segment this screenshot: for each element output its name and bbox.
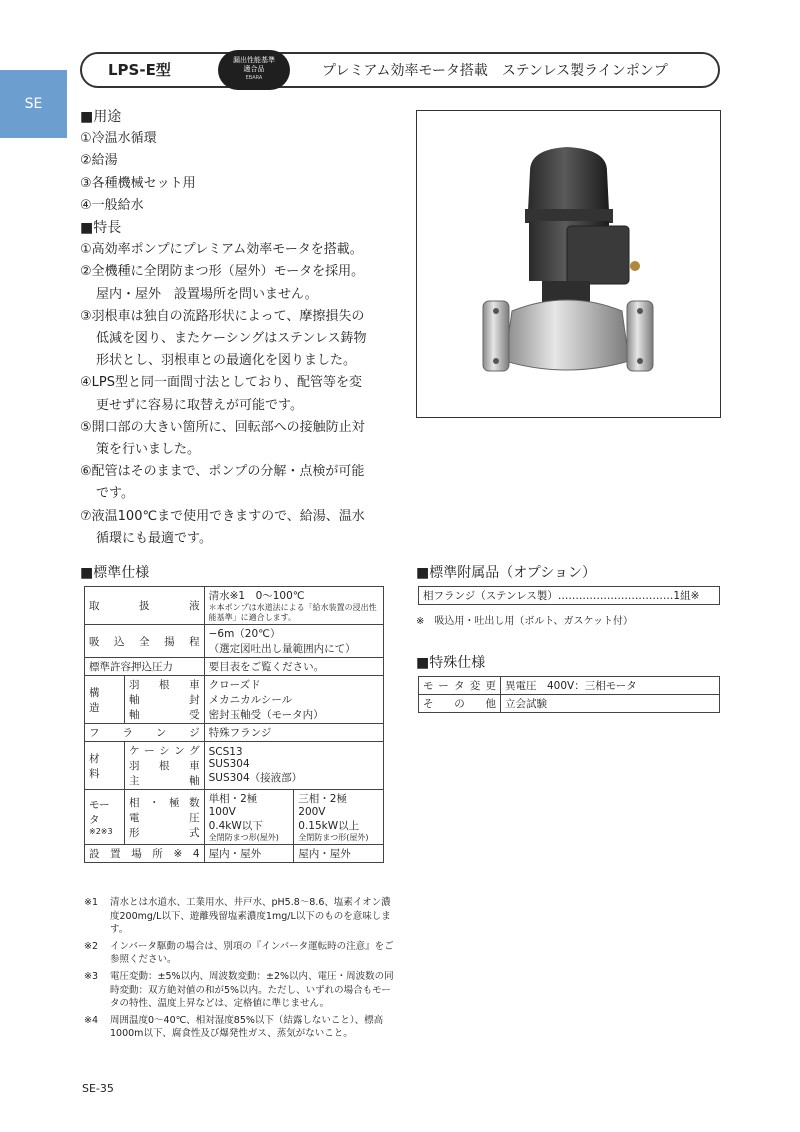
- product-title: プレミアム効率モータ搭載 ステンレス製ラインポンプ: [322, 63, 668, 79]
- spec-label: モータ ※2※3: [85, 790, 125, 845]
- spec-value: SCS13 SUS304 SUS304（接液部）: [204, 742, 383, 790]
- spec-label: 構 造: [85, 676, 125, 724]
- feature-line: ⑥配管はそのままで、ポンプの分解・点検が可能: [80, 464, 365, 480]
- special-value: 立会試験: [501, 695, 720, 713]
- usage-item: ②給湯: [80, 153, 118, 169]
- feature-line: ⑦液温100℃まで使用できますので、給湯、温水: [80, 508, 365, 524]
- spec-value: 屋内・屋外: [294, 845, 384, 863]
- options-note: ※ 吸込用・吐出し用（ボルト、ガスケット付）: [416, 616, 633, 627]
- badge-line-2: 適合品: [243, 65, 265, 73]
- spec-label: フランジ: [85, 724, 205, 742]
- spec-value: 清水※1 0〜100℃ ＊本ポンプは水道法による「給水装置の浸出性能基準」に適合します。: [204, 587, 383, 625]
- usage-section: [80, 106, 367, 550]
- features-heading: ■特長: [80, 220, 122, 237]
- spec-label: 設置場所※4: [85, 845, 205, 863]
- spec-sublabels: 相・極数 電圧 形式: [124, 790, 204, 845]
- feature-line: ③羽根車は独自の流路形状によって、摩擦損失の: [80, 308, 365, 324]
- usage-item: ④一般給水: [80, 197, 144, 213]
- spec-sublabels: 羽根車 軸封 軸受: [124, 676, 204, 724]
- feature-line: 形状とし、羽根車との最適化を図りました。: [96, 353, 357, 369]
- note-item: ※2 インバータ駆動の場合は、別項の『インバータ運転時の注意』をご参照ください。: [84, 940, 394, 966]
- feature-line: ①高効率ポンプにプレミアム効率モータを搭載。: [80, 242, 363, 258]
- special-value: 異電圧 400V：三相モータ: [501, 677, 720, 695]
- spec-label: 材 料: [85, 742, 125, 790]
- usage-heading: ■用途: [80, 109, 122, 125]
- feature-line: ④LPS型と同一面間寸法としており、配管等を変: [80, 375, 362, 391]
- section-tab: [0, 70, 67, 138]
- feature-line: ⑤開口部の大きい箇所に、回転部への接触防止対: [80, 419, 365, 435]
- feature-line: 屋内・屋外 設置場所を問いません。: [96, 286, 318, 302]
- option-item: 相フランジ（ステンレス製）……………………………1組※: [419, 587, 720, 605]
- badge-line-1: 漏出性能基準: [233, 56, 275, 64]
- feature-line: 更せずに容易に取替えが可能です。: [96, 397, 303, 413]
- motor-band-shape: [525, 209, 613, 223]
- spec-sublabels: ケーシング 羽根車 主軸: [124, 742, 204, 790]
- terminal-box-shape: [567, 226, 629, 284]
- casing-shape: [505, 300, 629, 370]
- special-table: [418, 676, 720, 713]
- motor-cover-shape: [528, 147, 609, 211]
- special-heading: ■特殊仕様: [416, 655, 486, 671]
- spec-value: 要目表をご覧ください。: [204, 658, 383, 676]
- title-bar: [80, 52, 720, 88]
- options-table: [418, 586, 720, 605]
- usage-item: ③各種機械セット用: [80, 175, 196, 191]
- certification-badge: [218, 50, 290, 90]
- feature-line: ②全機種に全閉防まつ形（屋外）モータを採用。: [80, 264, 365, 280]
- spec-value: 単相・2極 100V 0.4kW以下 全閉防まつ形(屋外): [204, 790, 294, 845]
- badge-logo-text: EBARA: [245, 75, 263, 81]
- spec-label: 標準許容押込圧力: [85, 658, 205, 676]
- note-item: ※1 清水とは水道水、工業用水、井戸水、pH5.8〜8.6、塩素イオン濃度200mg/L以下、遊離残留塩素濃度1mg/L以下のものを意味します。: [84, 897, 391, 936]
- cable-gland-shape: [630, 261, 640, 271]
- spec-value: 特殊フランジ: [204, 724, 383, 742]
- pump-illustration: [417, 111, 720, 417]
- spec-heading: ■標準仕様: [80, 565, 150, 581]
- feature-line: 低減を図り、またケーシングはステンレス鋳物: [96, 331, 367, 347]
- spec-value: 屋内・屋外: [204, 845, 294, 863]
- special-label: その他: [419, 695, 501, 713]
- spec-label: 取 扱 液: [85, 587, 205, 625]
- product-photo: [416, 110, 721, 418]
- spec-value: 三相・2極 200V 0.15kW以上 全閉防まつ形(屋外): [294, 790, 384, 845]
- spec-label: 吸込全揚程: [85, 625, 205, 658]
- note-item: ※3 電圧変動：±5%以内、周波数変動：±2%以内、電圧・周波数の同時変動：双方絶対値の和が5%以内。ただし、いずれの場合もモータの特性、温度上昇などは、定格値に準じません。: [84, 970, 394, 1010]
- spec-notes: [84, 896, 394, 1044]
- feature-line: です。: [96, 486, 134, 502]
- feature-line: 策を行いました。: [96, 442, 201, 458]
- usage-item: ①冷温水循環: [80, 131, 157, 147]
- options-heading: ■標準附属品（オプション）: [416, 565, 596, 581]
- page-number: SE-35: [82, 1082, 114, 1095]
- spec-value: −6m（20℃） （選定図吐出し量範囲内にて）: [204, 625, 383, 658]
- spec-table: [84, 586, 384, 863]
- special-label: モータ変更: [419, 677, 501, 695]
- model-name: LPS-E型: [108, 61, 171, 79]
- section-tab-label: SE: [24, 96, 43, 112]
- note-item: ※4 周囲温度0〜40℃、相対湿度85%以下（結露しないこと）、標高1000m以下、腐食性及び爆発性ガス、蒸気がないこと。: [84, 1014, 384, 1040]
- feature-line: 循環にも最適です。: [96, 530, 212, 546]
- spec-value: クローズド メカニカルシール 密封玉軸受（モータ内）: [204, 676, 383, 724]
